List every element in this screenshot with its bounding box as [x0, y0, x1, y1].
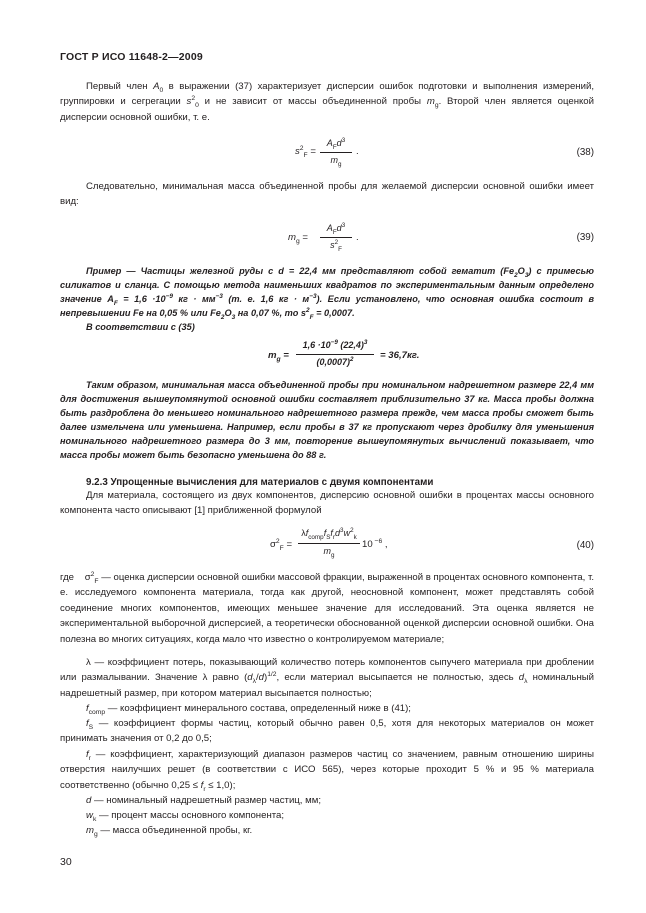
section-title: 9.2.3 Упрощенные вычисления для материалов с двумя компонентами	[86, 477, 434, 488]
equation-number-40: (40)	[576, 540, 594, 551]
definition-wk: $w_k$ — процент массы основного компонента;	[86, 810, 285, 823]
equation-number-39: (39)	[576, 232, 594, 243]
equation-number-38: (38)	[576, 147, 594, 158]
document-header: ГОСТ Р ИСО 11648-2—2009	[60, 51, 203, 63]
document-page: ГОСТ Р ИСО 11648-2—2009 Первый член $A_0$ в выражении (37) характеризует дисперсии ошибок подготовки и выполнения измерений, группировки и сегрегации $s^2_0$ и не зависит от массы объединенной пробы $m_g$. Второй член является оценкой дисперсии основной ошибки, т. е. $s^2_F$ = $A_Fd^3$ $m_g$ . (38) Следовательно, минимальная масса объединенной пробы для желаемой дисперсии основной ошибки имеет вид: $m_g$ = $A_Fd^3$ $s^2_F$ . (39) Пример — Частицы железной руды с d = 22,4 мм представляют собой гематит $(Fe_2O_3)$ с примесью силикатов и сланца. С помощью метода наименьших квадратов по экспериментальным данным определено значение $A_F = 1,6 \cdot 10^{-9}$ кг · $мм^{-3}$ (т. е. 1,6 кг · $м^{-3}$). Если установлено, что основная ошибка состоит в непревышении Fe на 0,05 % или $Fe_2O_3$ на 0,07 %, то $s^2_F = 0,0007$. В соответствии с (35) $m_g$ = $1,6 \cdot 10^{-9}$ $(22,4)^3$ $(0,0007)^2$ = 36,7кг. Таким образом, минимальная масса объединенной пробы при номинальном надрешетном размере 22,4 мм для достижения вышеупомянутой основной ошибки составляет приблизительно 37 кг. Масса пробы должна быть раздроблена до меньшего номинального надрешетного размера прежде, чем масса пробы сможет быть далее измельчена или уменьшена. Например, если пробы в 37 кг пропускают через дробилку для уменьшения номинального надрешетного размера до 3 мм, повторение вышеупомянутых вычислений показывает, что масса пробы может быть безопасно уменьшена до 88 г. 9.2.3 Упрощенные вычисления для материалов с двумя компонентами Для материала, состоящего из двух компонентов, дисперсию основной ошибки в процентах массы основного компонента часто описывают [1] приближенной формулой $\sigma^2_F$ = $\lambda f_{comp}f_Sf_rd^3w^2_k$ $m_g$ 10 $^{-6}$ , (40) где $\sigma^2_F$ — оценка дисперсии основной ошибки массовой фракции, выраженной в процентах основного компонента, т. е. исследуемого компонента материала, тогда как другой, неосновной компонент, может представлять собой соединение многих компонентов, имеющих меньшее значение для исследований. Эта оценка является не экспериментальной выборочной дисперсией, а теоретически обоснованной оценкой дисперсии основной ошибки. Она полезна во многих ситуациях, когда мало что известно о контролируемом материале; λ — коэффициент потерь, показывающий количество потерь компонентов сыпучего материала при дроблении или размалывании. Значение λ равно $(d_\lambda/d)^{1/2}$, если материал высыпается не полностью, здесь $d_\lambda$ номинальный надрешетный размер, при котором материал высыпается полностью; $f_{comp}$ — коэффициент минерального состава, определенный ниже в (41); $f_S$ — коэффициент формы частиц, который обычно равен 0,5, хотя для некоторых материалов он может принимать значения от 0,2 до 0,5; $f_r$ — коэффициент, характеризующий диапазон размеров частиц со значением, равным отношению ширины отверстия наилучших решет (в соответствии с ИСО 565), через которые проходит 5 % и 95 % материала соответственно (обычно $0,25 \le f_r \le 1,0$); d — номинальный надрешетный размер частиц, мм; $w_k$ — процент массы основного компонента; $m_g$ — масса объединенной пробы, кг. 30	[60, 51, 595, 868]
example-paragraph: Пример — Частицы железной руды с d = 22,4 мм представляют собой гематит $(Fe_2O_3)$ с примесью силикатов и сланца. С помощью метода наименьших квадратов по экспериментальным данным определено значение $A_F = 1,6 \cdot 10^{-9}$ кг · $мм^{-3}$ (т. е. 1,6 кг · $м^{-3}$). Если установлено, что основная ошибка состоит в непревышении Fe на 0,05 % или $Fe_2O_3$ на 0,07 %, то $s^2_F = 0,0007$.	[60, 266, 595, 322]
definition-fcomp: $f_{comp}$ — коэффициент минерального состава, определенный ниже в (41);	[86, 703, 411, 716]
page-number: 30	[60, 856, 72, 868]
paragraph-3: Для материала, состоящего из двух компонентов, дисперсию основной ошибки в процентах массы основного компонента часто описывают [1] приближенной формулой	[60, 490, 594, 517]
where-label: где	[60, 572, 75, 583]
definition-d: d — номинальный надрешетный размер частиц, мм;	[86, 795, 321, 806]
paragraph-2: Следовательно, минимальная масса объединенной пробы для желаемой дисперсии основной ошибки имеет вид:	[60, 181, 594, 208]
definition-mg: $m_g$ — масса объединенной пробы, кг.	[86, 825, 253, 838]
definition-fs: $f_S$ — коэффициент формы частиц, который обычно равен 0,5, хотя для некоторых материалов он может принимать значения от 0,2 до 0,5;	[60, 718, 594, 745]
paragraph-1: Первый член $A_0$ в выражении (37) характеризует дисперсии ошибок подготовки и выполнения измерений, группировки и сегрегации $s^2_0$ и не зависит от массы объединенной пробы $m_g$. Второй член является оценкой дисперсии основной ошибки, т. е.	[60, 81, 594, 123]
definition-lambda: λ — коэффициент потерь, показывающий количество потерь компонентов сыпучего материала при дроблении или размалывании. Значение λ равно $(d_\lambda/d)^{1/2}$, если материал высыпается не полностью, здесь $d_\lambda$ номинальный надрешетный размер, при котором материал высыпается полностью;	[60, 657, 594, 699]
conclusion-paragraph: Таким образом, минимальная масса объединенной пробы при номинальном надрешетном размере 22,4 мм для достижения вышеупомянутой основной ошибки составляет приблизительно 37 кг. Масса пробы должна быть раздроблена до меньшего номинального надрешетного размера прежде, чем масса пробы сможет быть далее измельчена или уменьшена. Например, если пробы в 37 кг пропускают через дробилку для уменьшения номинального надрешетного размера до 3 мм, повторение вышеупомянутых вычислений показывает, что масса пробы может быть безопасно уменьшена до 88 г.	[60, 380, 594, 461]
example-line-2: В соответствии с (35)	[86, 322, 195, 332]
definition-sigma: где $\sigma^2_F$ — оценка дисперсии основной ошибки массовой фракции, выраженной в процентах основного компонента, т. е. исследуемого компонента материала, тогда как другой, неосновной компонент, может представлять собой соединение многих компонентов, имеющих меньшее значение для исследований. Эта оценка является не экспериментальной выборочной дисперсией, а теоретически обоснованной оценкой дисперсии основной ошибки. Она полезна во многих ситуациях, когда мало что известно о контролируемом материале;	[60, 570, 595, 645]
definition-fr: $f_r$ — коэффициент, характеризующий диапазон размеров частиц со значением, равным отношению ширины отверстия наилучших решет (в соответствии с ИСО 565), через которые проходит 5 % и 95 % материала соответственно (обычно $0,25 \le f_r \le 1,0$);	[60, 749, 594, 793]
